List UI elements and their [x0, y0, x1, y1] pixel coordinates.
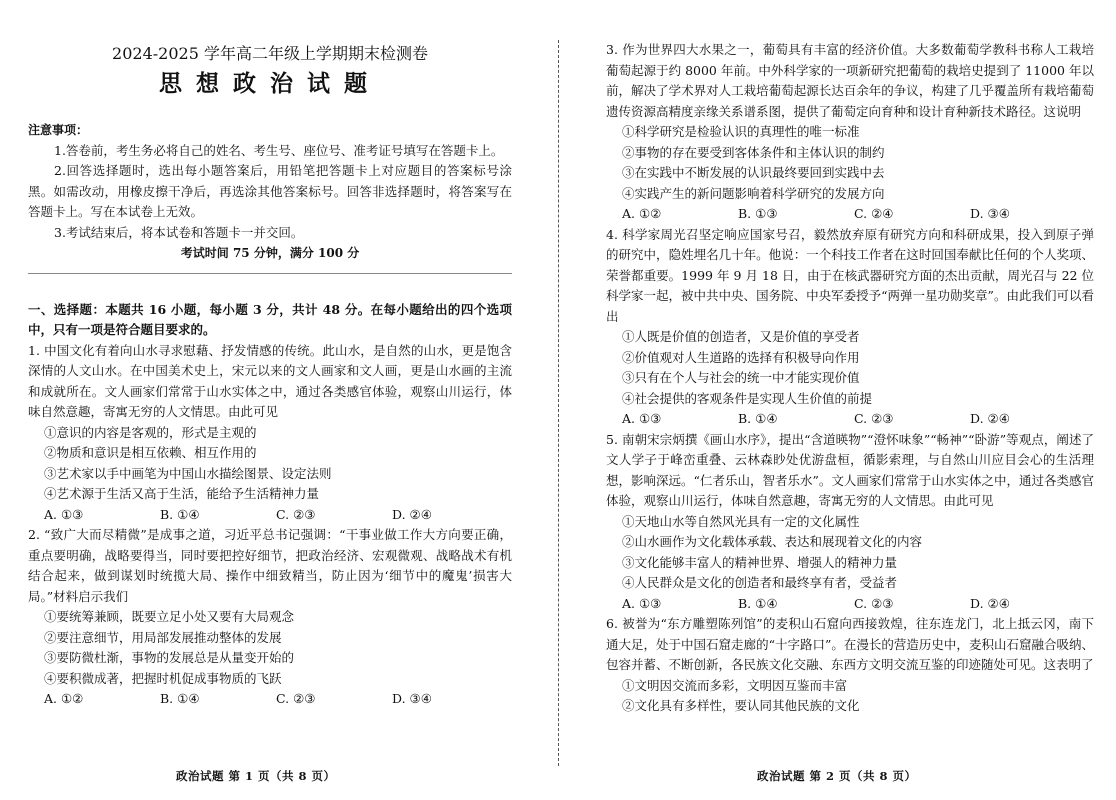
exam-time-info: 考试时间 75 分钟，满分 100 分	[180, 246, 360, 260]
choice-a: A. ①②	[44, 691, 84, 706]
question-stem: 作为世界四大水果之一，葡萄具有丰富的经济价值。大多数葡萄学教科书称人工栽培葡萄起源于约 8000 年前。中外科学家的一项新研究把葡萄的栽培史提到了 11000 年以前，解决了学术界对人工栽培葡萄起源长达百余年的争议，构建了几乎覆盖所有栽培葡萄遗传资源高精度亲缘关系谱系图，提供了葡萄定向育种和设计育种新技术路径。这说明	[606, 42, 1094, 119]
statement-item: ③只有在个人与社会的统一中才能实现价值	[622, 370, 860, 385]
answer-choices	[606, 409, 1094, 430]
choice-a: A. ①②	[622, 206, 662, 221]
choice-c: C. ②③	[276, 506, 316, 522]
choice-d: D. ②④	[970, 595, 1010, 611]
question-6	[606, 614, 1094, 717]
question-number: 5.	[606, 431, 618, 447]
choice-b: B. ①④	[160, 691, 200, 706]
page-2-column	[606, 40, 1094, 717]
statement-item: ③在实践中不断发展的认识最终要回到实践中去	[622, 165, 885, 180]
choice-a: A. ①③	[44, 506, 84, 522]
choice-d: D. ②④	[392, 506, 432, 522]
statement-item: ①文明因交流而多彩，文明因互鉴而丰富	[622, 677, 848, 693]
statement-item: ①科学研究是检验认识的真理性的唯一标准	[622, 124, 860, 139]
choice-c: C. ②③	[854, 595, 894, 611]
question-number: 1.	[28, 342, 40, 358]
statement-item: ③文化能够丰富人的精神世界、增强人的精神力量	[622, 554, 898, 570]
page-divider	[558, 40, 559, 766]
notice-item-1: 1.答卷前，考生务必将自己的姓名、考生号、座位号、准考证号填写在答题卡上。	[54, 142, 504, 158]
choice-c: C. ②③	[854, 411, 894, 426]
choice-b: B. ①④	[738, 595, 778, 611]
answer-choices	[606, 204, 1094, 225]
exam-title: 2024-2025 学年高二年级上学期期末检测卷	[112, 44, 428, 63]
statement-item: ①人既是价值的创造者，又是价值的享受者	[622, 329, 860, 344]
choice-d: D. ③④	[392, 691, 432, 706]
choice-d: D. ②④	[970, 411, 1010, 426]
page-footer-2: 政治试题 第 2 页（共 8 页）	[757, 769, 917, 783]
statement-item: ④人民群众是文化的创造者和最终享有者，受益者	[622, 575, 898, 590]
statement-item: ④社会提供的客观条件是实现人生价值的前提	[622, 390, 873, 406]
question-stem: 中国文化有着向山水寻求慰藉、抒发情感的传统。此山水，是自然的山水，更是饱含深情的人文山水。在中国美术史上，宋元以来的文人画家和文人画，更是山水画的主流和成就所在。文人画家们常常于山水实体之中，通过各类感官体验，观察山川运行，体味自然意趣，寄寓无穷的人文情思。由此可见	[28, 342, 512, 419]
question-stem: 南朝宋宗炳撰《画山水序》，提出“含道暎物”“澄怀味象”“畅神”“卧游”等观点，阐述了文人学子于峰峦重叠、云林森眇处优游盘桓，循影索理，与自然山川应目会心的生活理想，影响深远。“仁者乐山，智者乐水”。文人画家们常常于山水实体之中，通过各类感官体验，观察山川运行，体味自然意趣，寄寓无穷的人文情思。由此可见	[606, 431, 1094, 508]
answer-choices	[28, 689, 512, 710]
header-divider	[28, 273, 512, 274]
question-4	[606, 225, 1094, 430]
question-2	[28, 525, 512, 710]
statement-item: ①要统筹兼顾，既要立足小处又要有大局观念	[44, 609, 295, 624]
question-stem: 被誉为“东方雕塑陈列馆”的麦积山石窟向西接敦煌，往东连龙门，北上抵云冈，南下通大足，处于中国石窟走廊的“十字路口”。在漫长的营造历史中，麦积山石窟融合吸纳、包容并蓄、不断创新，各民族文化交融、东西方文明交流互鉴的印迹随处可见。这表明了	[606, 616, 1094, 672]
statement-item: ③要防微杜渐，事物的发展总是从量变开始的	[44, 650, 295, 665]
answer-choices	[606, 594, 1094, 615]
statement-item: ①天地山水等自然风光具有一定的文化属性	[622, 513, 860, 529]
notice-item-2: 2.回答选择题时，选出每小题答案后，用铅笔把答题卡上对应题目的答案标号涂黑。如需改动，用橡皮擦干净后，再选涂其他答案标号。回答非选择题时，将答案写在答题卡上。写在本试卷上无效。	[28, 163, 512, 219]
section-heading: 一、选择题：本题共 16 小题，每小题 3 分，共计 48 分。在每小题给出的四个选项中，只有一项是符合题目要求的。	[28, 301, 512, 337]
statement-item: ②文化具有多样性，要认同其他民族的文化	[622, 698, 860, 713]
question-number: 2.	[28, 527, 40, 542]
choice-c: C. ②④	[854, 206, 894, 221]
statement-item: ①意识的内容是客观的，形式是主观的	[44, 424, 257, 440]
notice-heading: 注意事项：	[28, 123, 89, 137]
choice-c: C. ②③	[276, 691, 316, 706]
statement-item: ②要注意细节，用局部发展推动整体的发展	[44, 629, 282, 645]
statement-item: ②物质和意识是相互依赖、相互作用的	[44, 445, 257, 460]
page-1-column	[28, 42, 512, 710]
statement-item: ②山水画作为文化载体承载、表达和展现着文化的内容	[622, 534, 923, 549]
notice-item-3: 3.考试结束后，将本试卷和答题卡一并交回。	[54, 224, 304, 240]
question-number: 3.	[606, 42, 618, 57]
question-5	[606, 430, 1094, 615]
choice-a: A. ①③	[622, 595, 662, 611]
statement-item: ④艺术源于生活又高于生活，能给予生活精神力量	[44, 486, 320, 501]
answer-choices	[28, 505, 512, 526]
choice-b: B. ①④	[738, 411, 778, 426]
question-3	[606, 40, 1094, 225]
question-number: 4.	[606, 226, 618, 242]
statement-item: ③艺术家以手中画笔为中国山水描绘图景、设定法则	[44, 465, 332, 481]
choice-a: A. ①③	[622, 411, 662, 426]
statement-item: ②价值观对人生道路的选择有积极导向作用	[622, 349, 860, 365]
question-stem: 科学家周光召坚定响应国家号召，毅然放弃原有研究方向和科研成果，投入到原子弹的研究中，隐姓埋名几十年。他说：一个科技工作者在这时回国奉献比任何的个人奖项、荣誉都重要。1999 年 9 月 18 日，由于在核武器研究方面的杰出贡献，周光召与 22 位科学家一起，被中共中央、国务院、中央军委授予“两弹一星功勋奖章”。由此我们可以看出	[606, 226, 1094, 324]
choice-d: D. ③④	[970, 206, 1010, 221]
statement-item: ④要积微成著，把握时机促成事物质的飞跃	[44, 670, 282, 686]
choice-b: B. ①④	[160, 506, 200, 522]
page-footer-1: 政治试题 第 1 页（共 8 页）	[176, 769, 336, 783]
statement-item: ④实践产生的新问题影响着科学研究的发展方向	[622, 185, 885, 201]
question-1	[28, 341, 512, 526]
question-number: 6.	[606, 616, 618, 631]
question-stem: “致广大而尽精微”是成事之道，习近平总书记强调：“干事业做工作大方向要正确，重点要明确，战略要得当，同时要把控好细节，把政治经济、宏观微观、战略战术有机结合起来，做到谋划时统揽大局、操作中细致精当，防止因为‘细节中的魔鬼’损害大局。”材料启示我们	[28, 527, 512, 604]
choice-b: B. ①③	[738, 206, 778, 221]
statement-item: ②事物的存在要受到客体条件和主体认识的制约	[622, 144, 885, 160]
subject-title: 思想政治试题	[159, 70, 381, 97]
